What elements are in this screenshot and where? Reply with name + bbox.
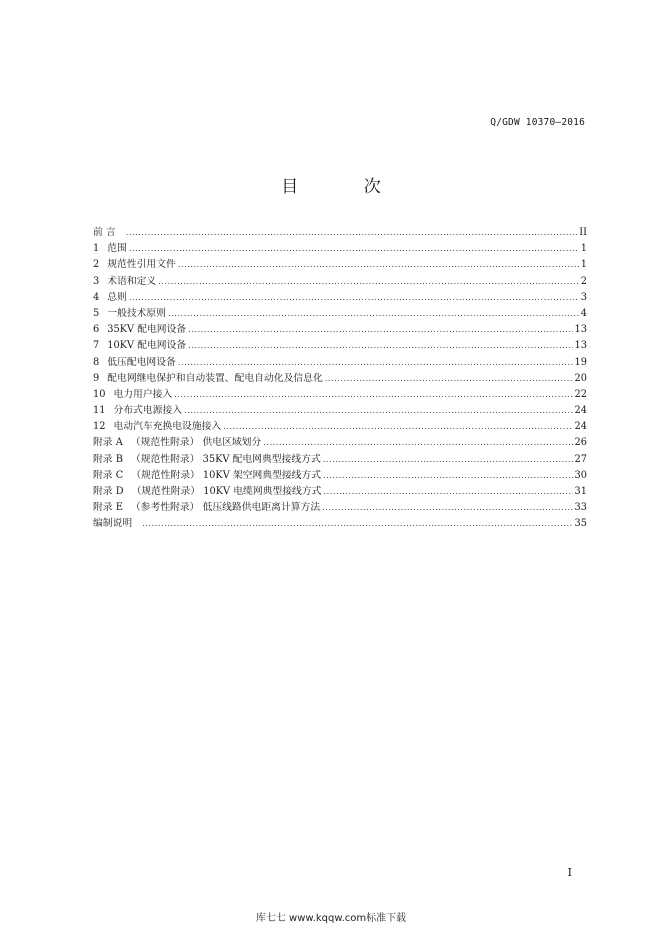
toc-entry[interactable] bbox=[93, 419, 587, 435]
toc-entry-page: 30 bbox=[574, 469, 587, 481]
toc-entry-number: 附录 E bbox=[93, 502, 123, 514]
toc-entry-page: 20 bbox=[574, 372, 587, 384]
toc-entry-label: 规范性引用文件 bbox=[107, 259, 176, 271]
toc-entry-label: （规范性附录） 10KV 电缆网典型接线方式 bbox=[131, 486, 322, 497]
toc-entry-number: 1 bbox=[93, 243, 100, 255]
toc-entry-number: 附录 D bbox=[93, 486, 124, 497]
toc-dot-leader bbox=[263, 435, 572, 451]
toc-dot-leader bbox=[178, 257, 579, 273]
toc-entry-label: 电力用户接入 bbox=[113, 388, 173, 400]
toc-entry-page: 1 bbox=[580, 259, 587, 271]
toc-entry-number: 附录 B bbox=[93, 453, 123, 465]
toc-entry[interactable] bbox=[93, 403, 587, 419]
toc-entry[interactable] bbox=[93, 371, 587, 387]
toc-entry-label: 术语和定义 bbox=[107, 275, 157, 287]
toc-entry[interactable] bbox=[93, 435, 587, 451]
toc-title: 目 次 bbox=[281, 177, 411, 197]
toc-entry-page: 19 bbox=[574, 356, 587, 368]
toc-entry-label: （规范性附录） 35KV 配电网典型接线方式 bbox=[130, 453, 321, 465]
toc-entry-number: 4 bbox=[93, 291, 100, 303]
toc-entry-label: （规范性附录） 10KV 架空网典型接线方式 bbox=[131, 469, 322, 481]
toc-dot-leader bbox=[129, 241, 579, 257]
toc-entry-number: 11 bbox=[93, 405, 106, 417]
toc-dot-leader bbox=[322, 500, 572, 516]
toc-dot-leader bbox=[142, 516, 572, 532]
toc-entry-number: 前 言 bbox=[93, 227, 116, 238]
toc-entry[interactable] bbox=[93, 355, 587, 371]
toc-entry-number: 10 bbox=[93, 388, 106, 400]
toc-dot-leader bbox=[158, 274, 579, 290]
toc-entry-number: 编制说明 bbox=[93, 518, 133, 530]
toc-entry-number: 3 bbox=[93, 275, 100, 287]
toc-entry-page: 33 bbox=[574, 502, 587, 514]
toc-entry-number: 5 bbox=[93, 307, 100, 319]
toc-dot-leader bbox=[168, 306, 579, 322]
toc-entry-label: 低压配电网设备 bbox=[107, 356, 176, 368]
toc-entry-page: 24 bbox=[574, 405, 587, 417]
toc-entry-label: 10KV 配电网设备 bbox=[107, 340, 187, 352]
toc-entry-page: 13 bbox=[574, 324, 587, 336]
toc-entry-label: （参考性附录） 低压线路供电距离计算方法 bbox=[130, 502, 321, 514]
toc-entry[interactable] bbox=[93, 241, 587, 257]
toc-entry-label: 电动汽车充换电设施接入 bbox=[113, 421, 222, 433]
toc-entry[interactable] bbox=[93, 387, 587, 403]
page-number: I bbox=[567, 866, 572, 879]
table-of-contents bbox=[93, 225, 587, 533]
toc-entry[interactable] bbox=[93, 484, 587, 500]
toc-entry-page: 35 bbox=[574, 518, 587, 530]
toc-dot-leader bbox=[223, 419, 572, 435]
toc-entry[interactable] bbox=[93, 500, 587, 516]
toc-entry-number: 6 bbox=[93, 324, 100, 336]
toc-entry-label: （规范性附录） 供电区域划分 bbox=[130, 437, 262, 449]
toc-entry[interactable] bbox=[93, 516, 587, 532]
toc-entry-page: 31 bbox=[574, 486, 587, 497]
toc-entry-number: 2 bbox=[93, 259, 100, 271]
document-code: Q/GDW 10370—2016 bbox=[490, 117, 585, 128]
toc-dot-leader bbox=[188, 322, 572, 338]
toc-dot-leader bbox=[188, 338, 572, 354]
toc-entry[interactable] bbox=[93, 452, 587, 468]
toc-entry[interactable] bbox=[93, 274, 587, 290]
toc-entry-number: 9 bbox=[93, 372, 100, 384]
toc-entry-label: 范围 bbox=[107, 243, 127, 255]
toc-dot-leader bbox=[174, 387, 572, 403]
toc-entry-page: 4 bbox=[580, 307, 587, 319]
toc-entry-number: 8 bbox=[93, 356, 100, 368]
toc-entry-page: II bbox=[579, 227, 587, 238]
toc-dot-leader bbox=[126, 225, 578, 241]
toc-entry-label: 35KV 配电网设备 bbox=[107, 324, 187, 336]
toc-entry-page: 2 bbox=[580, 275, 587, 287]
toc-entry-number: 12 bbox=[93, 421, 106, 433]
toc-dot-leader bbox=[184, 403, 572, 419]
toc-entry-page: 3 bbox=[580, 291, 587, 303]
toc-entry[interactable] bbox=[93, 257, 587, 273]
toc-entry[interactable] bbox=[93, 225, 587, 241]
toc-entry-page: 26 bbox=[574, 437, 587, 449]
toc-entry-number: 附录 A bbox=[93, 437, 123, 449]
toc-entry-page: 22 bbox=[574, 388, 587, 400]
toc-dot-leader bbox=[323, 484, 572, 500]
toc-dot-leader bbox=[325, 371, 573, 387]
toc-entry-label: 分布式电源接入 bbox=[113, 405, 183, 417]
toc-entry[interactable] bbox=[93, 290, 587, 306]
toc-dot-leader bbox=[323, 452, 573, 468]
toc-entry-page: 13 bbox=[574, 340, 587, 352]
watermark-text: 库七七 www.kqqw.com标准下载 bbox=[255, 913, 407, 924]
toc-dot-leader bbox=[323, 468, 572, 484]
toc-entry-label: 配电网继电保护和自动装置、配电自动化及信息化 bbox=[107, 372, 323, 384]
toc-entry-label: 总则 bbox=[107, 291, 127, 303]
toc-entry[interactable] bbox=[93, 306, 587, 322]
toc-entry[interactable] bbox=[93, 322, 587, 338]
toc-entry-number: 附录 C bbox=[93, 469, 124, 481]
toc-entry[interactable] bbox=[93, 338, 587, 354]
toc-entry-label: 一般技术原则 bbox=[107, 307, 167, 319]
toc-entry-page: 24 bbox=[574, 421, 587, 433]
toc-dot-leader bbox=[129, 290, 579, 306]
toc-entry-number: 7 bbox=[93, 340, 100, 352]
toc-entry-page: 27 bbox=[574, 453, 587, 465]
toc-entry-page: 1 bbox=[580, 243, 587, 255]
toc-entry[interactable] bbox=[93, 468, 587, 484]
toc-dot-leader bbox=[178, 355, 573, 371]
